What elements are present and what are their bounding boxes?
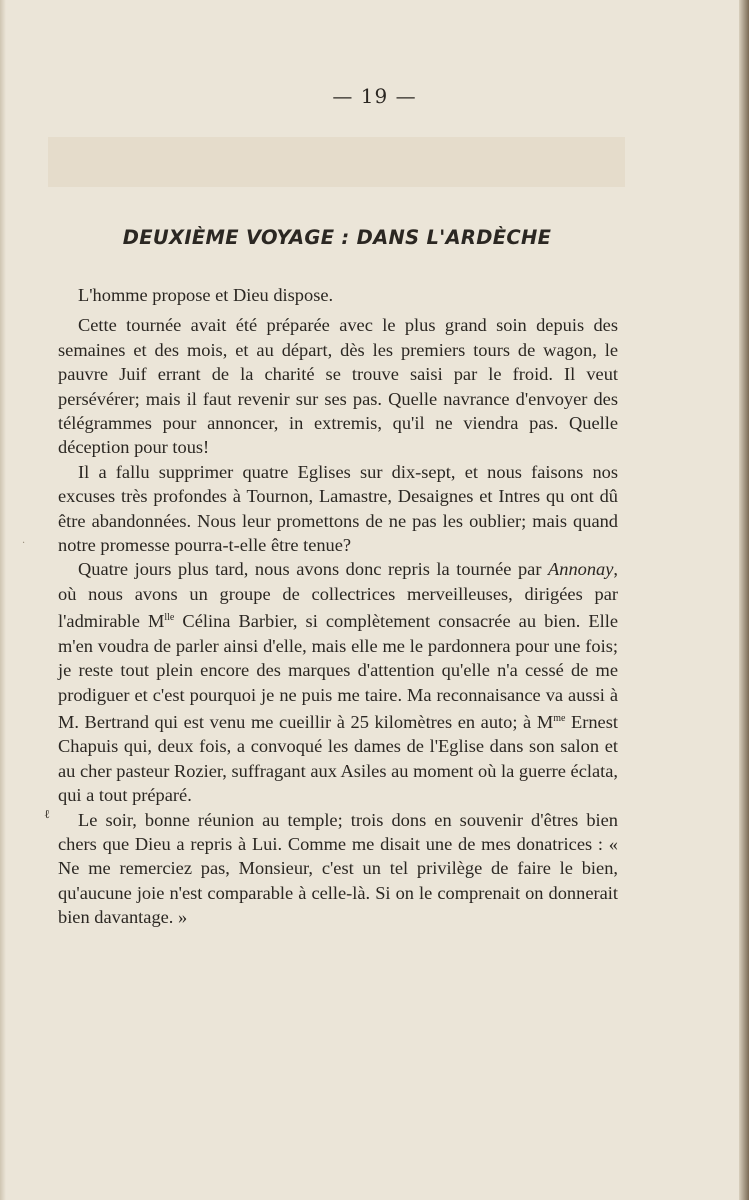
chapter-title: DEUXIÈME VOYAGE : DANS L'ARDÈCHE bbox=[122, 226, 552, 249]
page-right-edge bbox=[739, 0, 749, 1200]
place-name-annonay: Annonay bbox=[548, 559, 614, 580]
superscript-me: me bbox=[553, 712, 566, 724]
paragraph-5: Le soir, bonne réunion au temple; trois dons en souvenir d'êtres bien chers que Dieu a repris à Lui. Comme me disait une de mes donatrices : « Ne me remerciez pas, Monsieur, c'est un tel privilège de faire le bien, qu'aucune joie n'est comparable à celle-là. Si on le comprenait on donnerait bien davantage. » bbox=[58, 809, 618, 928]
p4-text-start: Quatre jours plus tard, nous avons donc repris la tournée par bbox=[78, 559, 549, 580]
superscript-lle: lle bbox=[164, 612, 175, 624]
p4-text-end: Ernest Chapuis qui, deux fois, a convoqué les dames de l'Eglise dans son salon et au cher pasteur Rozier, suffragant aux Asiles au moment où la guerre éclata, qui a tout préparé. bbox=[58, 711, 618, 806]
margin-mark: ℓ bbox=[44, 807, 50, 821]
body-text bbox=[58, 283, 618, 930]
p4-text-mid: Célina Barbier, si complètement consacrée au bien. Elle m'en voudra de parler ainsi d'elle, mais elle me le pardonnera pour une fois; je reste tout plein encore des marques d'attention qu'elle n'a cessé de me prodiguer et c'est pourquoi je ne puis me taire. Ma reconnaisance va aussi à M. Bertrand qui est venu me cueillir à 25 kilomètres en auto; à M bbox=[58, 611, 619, 732]
paragraph-1: L'homme propose et Dieu dispose. bbox=[78, 285, 334, 305]
paragraph-2: Cette tournée avait été préparée avec le plus grand soin depuis des semaines et des mois, et au départ, dès les premiers tours de wagon, le pauvre Juif errant de la charité se trouve saisi par le froid. Il veut persévérer; mais il faut revenir sur ses pas. Quelle navrance d'envoyer des télégrammes pour annoncer, in extremis, qu'il ne viendra pas. Quelle déception pour tous! bbox=[58, 315, 618, 458]
page-left-edge bbox=[0, 0, 6, 1200]
p4-text-after-place: , où nous avons un groupe de collectrices merveilleuses, dirigées par l'admirable M bbox=[58, 559, 618, 632]
paragraph-3: Il a fallu supprimer quatre Eglises sur dix-sept, et nous faisons nos excuses très profondes à Tournon, Lamastre, Desaignes et Intres qu ont dû être abandonnées. Nous leur promettons de ne pas les oublier; mais quand notre promesse pourra-t-elle être tenue? bbox=[58, 461, 618, 556]
paragraph-4 bbox=[58, 557, 618, 807]
blank-header-band bbox=[48, 137, 625, 187]
page-number: — 19 — bbox=[332, 84, 417, 108]
margin-dot: · bbox=[22, 538, 26, 549]
